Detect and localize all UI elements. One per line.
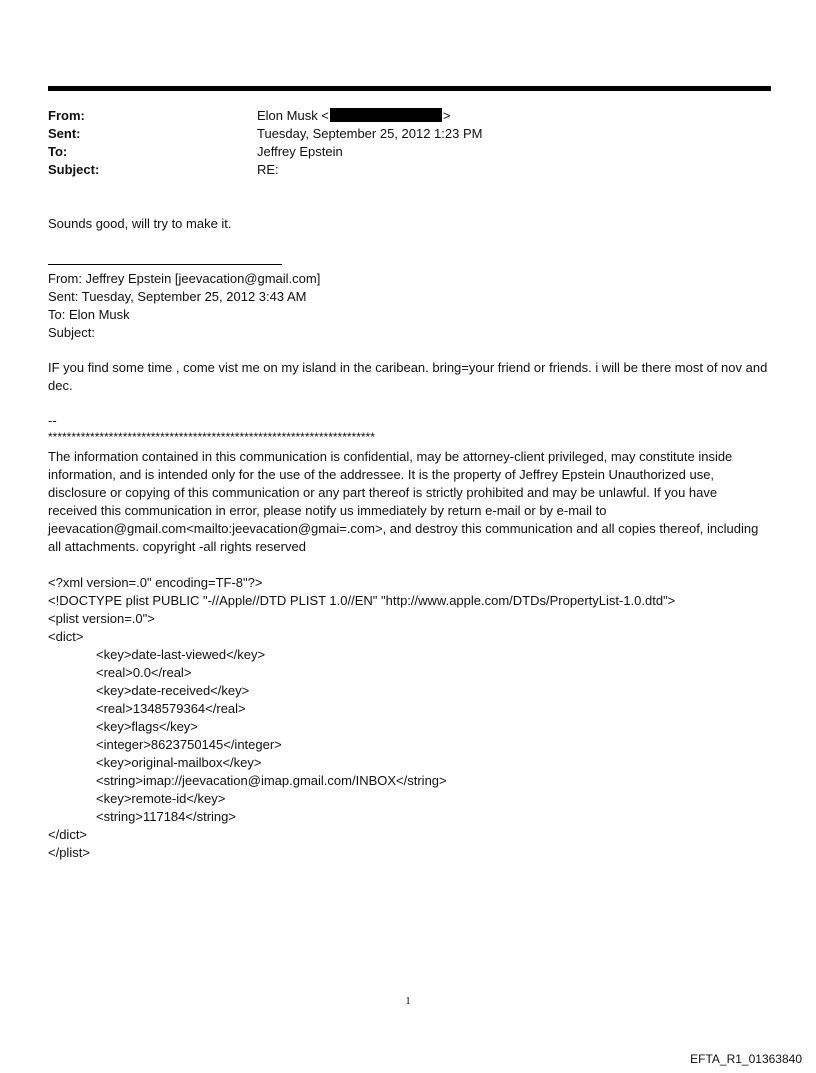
email-header [48,107,748,179]
star-separator: ********************************************************************** [48,430,375,444]
subject-row [48,161,748,179]
original-sent: Sent: Tuesday, September 25, 2012 3:43 AM [48,289,307,304]
reply-text: Sounds good, will try to make it. [48,216,232,231]
signature-dashes: -- [48,413,57,428]
original-message: IF you find some time , come vist me on my island in the caribean. bring=your friend or friends. i will be there most of nov and dec. [48,360,768,393]
sent-row [48,125,748,143]
from-label: From: [48,108,85,123]
xml-line: <?xml version=.0" encoding=TF-8"?> [48,575,263,590]
disclaimer-text: The information contained in this communication is confidential, may be attorney-client privileged, may constitute inside information, and is intended only for the use of the addressee. It is the property of Jeffrey Epstein Unauthorized use, disclosure or copying of this communication or any part thereof is strictly prohibited and may be unlawful. If you have received this communication in error, please notify us immediately by return e-mail or by e-mail to jeevacation@gmail.com<mailto:jeevacation@gmai=.com>, and destroy this communication and all copies thereof, including all attachments. copyright -all rights reserved [48,449,759,554]
from-name: Elon Musk < [257,108,329,123]
redaction-box [330,108,442,122]
original-from: From: Jeffrey Epstein [jeevacation@gmail.com] [48,271,321,286]
sent-value: Tuesday, September 25, 2012 1:23 PM [257,126,483,141]
from-row [48,107,748,125]
from-value [257,107,748,125]
subject-label: Subject: [48,162,100,177]
xml-line: </plist> [48,845,90,860]
xml-line: <key>flags</key> [96,719,198,734]
to-label: To: [48,144,68,159]
from-tail: > [442,108,451,123]
xml-line: <key>original-mailbox</key> [96,755,262,770]
document-id: EFTA_R1_01363840 [690,1052,802,1066]
original-subject: Subject: [48,325,95,340]
original-to: To: Elon Musk [48,307,130,322]
xml-line: <key>remote-id</key> [96,791,226,806]
xml-line: <real>1348579364</real> [96,701,246,716]
xml-line: <key>date-last-viewed</key> [96,647,266,662]
xml-line: <key>date-received</key> [96,683,250,698]
xml-line: <integer>8623750145</integer> [96,737,282,752]
xml-line: <string>imap://jeevacation@imap.gmail.com/INBOX</string> [96,773,447,788]
subject-value: RE: [257,162,279,177]
xml-line: <plist version=.0"> [48,611,155,626]
header-divider [48,86,771,91]
xml-line: <dict> [48,629,84,644]
xml-line: <string>117184</string> [96,809,236,824]
xml-line: <real>0.0</real> [96,665,192,680]
page-number: 1 [405,995,411,1007]
quote-divider [48,264,282,265]
sent-label: Sent: [48,126,81,141]
to-row [48,143,748,161]
original-header [48,270,768,342]
xml-line: </dict> [48,827,88,842]
to-value: Jeffrey Epstein [257,144,343,159]
xml-line: <!DOCTYPE plist PUBLIC "-//Apple//DTD PLIST 1.0//EN" "http://www.apple.com/DTDs/PropertyList-1.0.dtd"> [48,593,676,608]
xml-block [48,574,768,862]
